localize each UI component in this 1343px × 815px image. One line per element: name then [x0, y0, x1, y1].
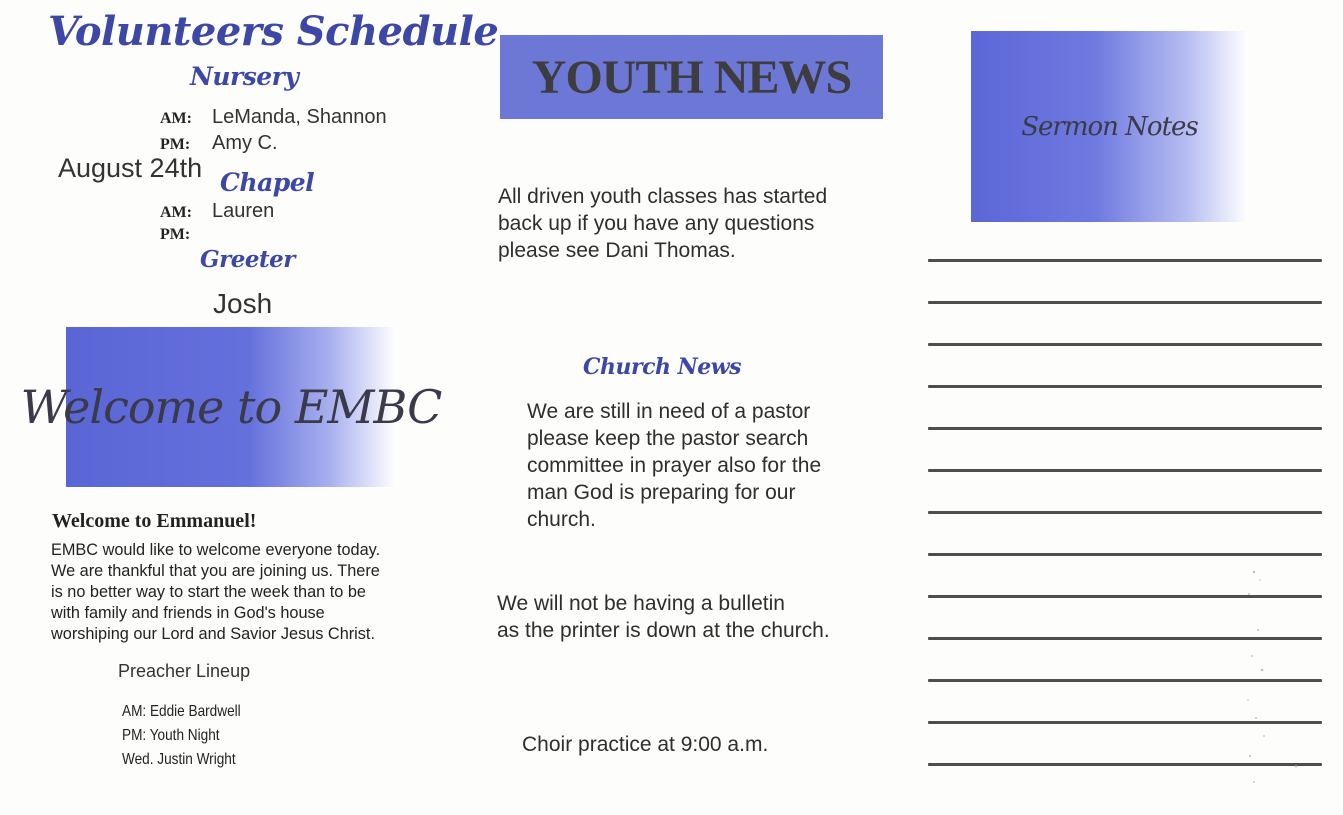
welcome-paragraph — [51, 540, 451, 645]
chapel-am-row — [160, 200, 274, 224]
note-line — [928, 469, 1322, 472]
youth-news-line: please see Dani Thomas. — [498, 239, 736, 262]
scan-speckle — [1240, 560, 1300, 800]
nursery-am-row — [160, 105, 387, 131]
note-line — [928, 553, 1322, 556]
chapel-pm-row — [160, 224, 274, 246]
sermon-notes-banner — [971, 31, 1248, 222]
bulletin-notice — [497, 590, 917, 644]
welcome-line: We are thankful that you are joining us. There — [51, 562, 380, 580]
chapel-heading: Chapel — [220, 168, 315, 197]
note-line — [928, 301, 1322, 304]
welcome-line: is no better way to start the week than to be — [51, 583, 366, 601]
volunteers-title: Volunteers Schedule — [48, 8, 499, 55]
sermon-notes-title: Sermon Notes — [1021, 111, 1198, 142]
chapel-am-label: AM: — [160, 204, 192, 221]
note-line — [928, 259, 1322, 262]
note-line — [928, 427, 1322, 430]
church-news-line: church. — [527, 508, 596, 531]
preacher-line: Wed. Justin Wright — [122, 751, 236, 768]
chapel-am-value: Lauren — [212, 200, 275, 222]
nursery-pm-label: PM: — [160, 136, 191, 153]
church-news-line: please keep the pastor search — [527, 427, 809, 450]
nursery-am-value: LeManda, Shannon — [212, 106, 387, 128]
bulletin-line: as the printer is down at the church. — [497, 619, 830, 642]
schedule-date: August 24th — [58, 153, 203, 183]
choir-practice-notice: Choir practice at 9:00 a.m. — [522, 733, 769, 756]
greeter-name: Josh — [213, 288, 273, 319]
youth-news-title: YOUTH NEWS — [531, 50, 852, 104]
church-news-heading: Church News — [583, 354, 742, 380]
church-news-line: committee in prayer also for the — [527, 454, 822, 477]
note-line — [928, 343, 1322, 346]
welcome-heading: Welcome to Emmanuel! — [52, 510, 257, 532]
youth-news-paragraph — [498, 183, 898, 264]
preacher-line: AM: Eddie Bardwell — [122, 703, 241, 720]
note-line — [928, 511, 1322, 514]
greeter-heading: Greeter — [200, 246, 295, 273]
welcome-banner-text: Welcome to EMBC — [20, 380, 442, 434]
nursery-heading: Nursery — [190, 62, 299, 91]
preacher-lineup-heading: Preacher Lineup — [118, 661, 251, 681]
preacher-lineup-list — [122, 700, 241, 772]
youth-news-line: All driven youth classes has started — [498, 185, 828, 208]
youth-news-line: back up if you have any questions — [498, 212, 815, 235]
church-news-line: man God is preparing for our — [527, 481, 796, 504]
nursery-schedule — [160, 105, 387, 157]
welcome-line: EMBC would like to welcome everyone today. — [51, 541, 381, 559]
chapel-schedule — [160, 200, 274, 246]
chapel-pm-label: PM: — [160, 226, 191, 243]
bulletin-line: We will not be having a bulletin — [497, 592, 785, 615]
church-news-line: We are still in need of a pastor — [527, 400, 811, 423]
youth-news-banner — [500, 35, 883, 119]
preacher-line: PM: Youth Night — [122, 727, 220, 744]
nursery-am-label: AM: — [160, 110, 192, 127]
note-line — [928, 385, 1322, 388]
welcome-line: worshiping our Lord and Savior Jesus Christ. — [51, 625, 375, 643]
nursery-pm-value: Amy C. — [212, 132, 278, 154]
church-news-paragraph — [527, 398, 887, 533]
welcome-banner — [20, 327, 442, 487]
welcome-line: with family and friends in God's house — [51, 604, 325, 622]
